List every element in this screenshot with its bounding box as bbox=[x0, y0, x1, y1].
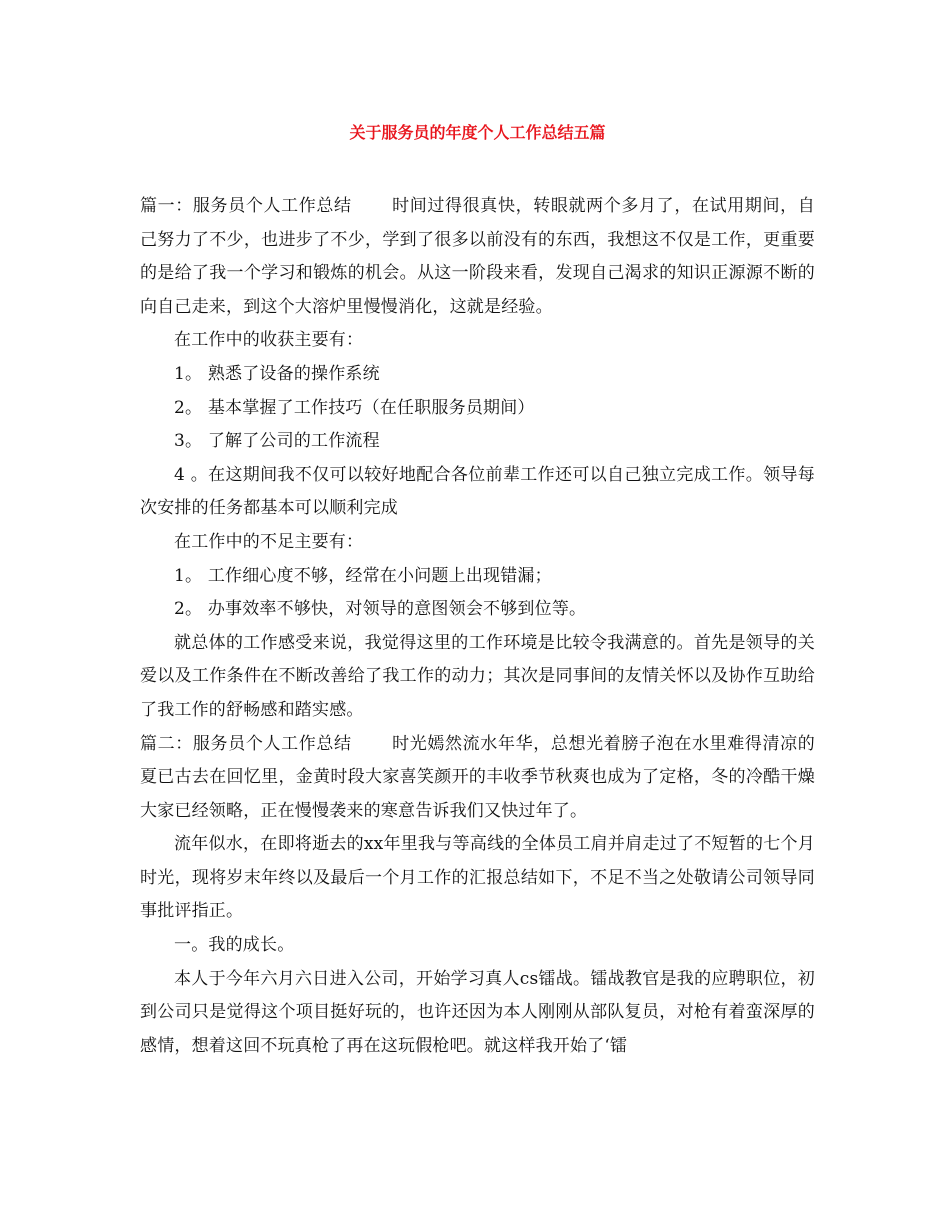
list-item-1: 1。 熟悉了设备的操作系统 bbox=[174, 363, 380, 384]
paragraph-6: 流年似水，在即将逝去的xx年里我与等高线的全体员工肩并肩走过了不短暂的七个月时光，现将岁末年终以及最后一个月工作的汇报总结如下，不足不当之处敬请公司领导同事批评指正。 bbox=[140, 834, 815, 922]
paragraph-5 bbox=[140, 728, 815, 829]
section-heading-1: 篇一：服务员个人工作总结 bbox=[140, 196, 352, 216]
paragraph-text: 时间过得很真快，转眼就两个多月了，在试用期间，自己努力了不少，也进步了不少，学到了很多以前没有的东西，我想这不仅是工作，更重要的是给了我一个学习和锻炼的机会。从这一阶段来看，发现自己渴求的知识正源源不断的向自己走来，到这个大溶炉里慢慢消化，这就是经验。 bbox=[140, 196, 815, 317]
list-item-3: 3。 了解了公司的工作流程 bbox=[174, 431, 380, 452]
list-item-5: 1。 工作细心度不够，经常在小问题上出现错漏； bbox=[174, 565, 552, 586]
document-title: 关于服务员的年度个人工作总结五篇 bbox=[349, 123, 606, 142]
list-item-4: 4 。在这期间我不仅可以较好地配合各位前辈工作还可以自己独立完成工作。领导每次安排的任务都基本可以顺利完成 bbox=[140, 464, 815, 519]
section-heading-2: 篇二：服务员个人工作总结 bbox=[140, 733, 352, 754]
paragraph-3: 在工作中的不足主要有： bbox=[174, 531, 364, 552]
list-item-2: 2。 基本掌握了工作技巧（在任职服务员期间） bbox=[174, 397, 535, 418]
paragraph-4: 就总体的工作感受来说，我觉得这里的工作环境是比较令我满意的。首先是领导的关爱以及工作条件在不断改善给了我工作的动力；其次是同事间的友情关怀以及协作互助给了我工作的舒畅感和踏实感。 bbox=[140, 632, 815, 720]
paragraph-8: 本人于今年六月六日进入公司，开始学习真人cs镭战。镭战教官是我的应聘职位，初到公司只是觉得这个项目挺好玩的，也许还因为本人刚刚从部队复员，对枪有着蛮深厚的感情，想着这回不玩真枪了再在这玩假枪吧。就这样我开始了‘镭 bbox=[140, 968, 815, 1056]
paragraph-text: 时光嫣然流水年华，总想光着膀子泡在水里难得清凉的夏已古去在回忆里，金黄时段大家喜笑颜开的丰收季节秋爽也成为了定格，冬的冷酷干燥大家已经领略，正在慢慢袭来的寒意告诉我们又快过年了。 bbox=[140, 733, 815, 821]
list-item-6: 2。 办事效率不够快，对领导的意图领会不够到位等。 bbox=[174, 599, 587, 620]
paragraph-7: 一。我的成长。 bbox=[174, 935, 295, 956]
document-body bbox=[140, 190, 815, 1063]
paragraph-1 bbox=[140, 190, 815, 324]
paragraph-2: 在工作中的收获主要有： bbox=[174, 330, 364, 351]
